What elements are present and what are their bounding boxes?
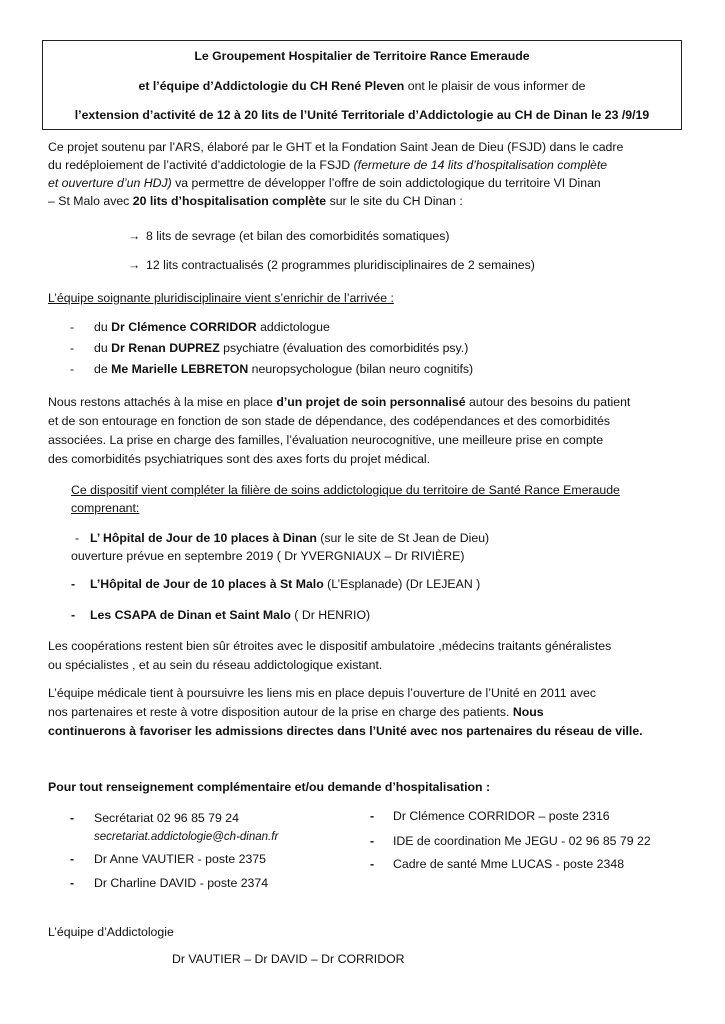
contact-corridor: Dr Clémence CORRIDOR – poste 2316 — [393, 809, 610, 823]
contact-email-link[interactable]: secretariat.addictologie@ch-dinan.fr — [94, 831, 279, 843]
intro-line-4-end: sur le site du CH Dinan : — [326, 194, 463, 208]
team-item-prefix: du — [94, 320, 112, 334]
header-subtitle-bold: et l’équipe d’Addictologie du CH René Pleven — [138, 79, 405, 93]
filiere-item-detail: (L’Esplanade) (Dr LEJEAN ) — [323, 577, 481, 591]
intro-line-2-text: du redéploiement de l’activité d’addictologie de la FSJD — [48, 158, 354, 172]
medical-line-3: continuerons à favoriser les admissions directes dans l’Unité avec nos partenaires du réseau de ville. — [48, 724, 643, 738]
announcement-header-box — [42, 40, 682, 130]
team-item-name: Me Marielle LEBRETON — [111, 362, 249, 376]
list-dash: - — [71, 577, 76, 591]
intro-line-2-italic: (fermeture de 14 lits d’hospitalisation complète — [353, 158, 608, 172]
header-subtitle-rest: ont le plaisir de vous informer de — [404, 79, 586, 93]
team-item-role: addictologue — [256, 320, 330, 334]
contact-david: Dr Charline DAVID - poste 2374 — [94, 876, 269, 890]
list-dash: - — [370, 834, 375, 848]
filiere-item-title: Les CSAPA de Dinan et Saint Malo — [90, 608, 291, 622]
medical-line-2 — [48, 704, 544, 720]
arrow-item-text: 12 lits contractualisés (2 programmes pluridisciplinaires de 2 semaines) — [146, 258, 535, 272]
medical-line-1: L’équipe médicale tient à poursuivre les liens mis en place depuis l’ouverture de l’Unité en 2011 avec — [48, 686, 596, 700]
list-dash: - — [370, 809, 375, 823]
medical-line-2-bold: Nous — [512, 705, 544, 719]
coop-line-1: Les coopérations restent bien sûr étroites avec le dispositif ambulatoire ,médecins traitants généralistes — [48, 639, 612, 653]
team-item-role: psychiatre (évaluation des comorbidités psy.) — [219, 341, 469, 355]
signature-team: L’équipe d’Addictologie — [48, 925, 174, 939]
project-line-2: et de son entourage en fonction de son stade de dépendance, des codépendances et des comorbidités — [48, 414, 610, 428]
filiere-item-hdj-stmalo — [90, 576, 480, 592]
project-line-3: associées. La prise en charge des familles, l’évaluation neurocognitive, une meilleure prise en compte — [48, 433, 604, 447]
contact-heading: Pour tout renseignement complémentaire et/ou demande d’hospitalisation : — [48, 780, 491, 794]
filiere-item-csapa — [90, 607, 370, 623]
contact-secretariat: Secrétariat 02 96 85 79 24 — [94, 811, 239, 825]
header-subtitle — [43, 79, 681, 93]
team-item-role: neuropsychologue (bilan neuro cognitifs) — [248, 362, 474, 376]
list-dash: - — [70, 341, 75, 355]
medical-line-2-text: nos partenaires et reste à votre disposition autour de la prise en charge des patients. — [48, 705, 513, 719]
project-line-1-bold: d’un projet de soin personnalisé — [276, 395, 466, 409]
team-item-corridor — [94, 319, 330, 335]
list-dash: - — [70, 876, 75, 890]
intro-line-4-bold: 20 lits d’hospitalisation complète — [132, 194, 327, 208]
team-item-duprez — [94, 340, 468, 356]
filiere-item-detail: (sur le site de St Jean de Dieu) — [316, 531, 490, 545]
intro-line-3-italic: et ouverture d’un HDJ) — [48, 176, 172, 190]
team-item-prefix: du — [94, 341, 112, 355]
arrow-item-contractualises — [128, 257, 535, 273]
intro-line-4-text: – St Malo avec — [48, 194, 133, 208]
intro-line-4 — [48, 193, 463, 209]
team-heading: L’équipe soignante pluridisciplinaire vient s’enrichir de l’arrivée : — [48, 291, 394, 305]
project-line-1 — [48, 394, 630, 410]
list-dash: - — [75, 531, 80, 545]
filiere-item-hdj-dinan-opening: ouverture prévue en septembre 2019 ( Dr YVERGNIAUX – Dr RIVIÈRE) — [71, 549, 465, 563]
filiere-item-title: L’ Hôpital de Jour de 10 places à Dinan — [90, 531, 317, 545]
team-item-lebreton — [94, 361, 473, 377]
contact-vautier: Dr Anne VAUTIER - poste 2375 — [94, 852, 267, 866]
team-item-name: Dr Renan DUPREZ — [111, 341, 220, 355]
arrow-item-sevrage — [128, 228, 449, 244]
list-dash: - — [70, 320, 75, 334]
header-title: Le Groupement Hospitalier de Territoire Rance Emeraude — [194, 49, 530, 63]
intro-line-1: Ce projet soutenu par l’ARS, élaboré par le GHT et la Fondation Saint Jean de Dieu (FSJD) dans le cadre — [48, 140, 624, 154]
project-line-1-text: Nous restons attachés à la mise en place — [48, 395, 277, 409]
project-line-4: des comorbidités psychiatriques sont des axes forts du projet médical. — [48, 452, 431, 466]
list-dash: - — [370, 857, 375, 871]
header-announcement: l’extension d’activité de 12 à 20 lits de l’Unité Territoriale d’Addictologie au CH de Dinan le 23 /9/19 — [74, 108, 650, 122]
filiere-item-hdj-dinan — [90, 530, 489, 546]
intro-line-3-text: va permettre de développer l’offre de soin addictologique du territoire VI Dinan — [171, 176, 601, 190]
team-item-prefix: de — [94, 362, 112, 376]
arrow-right-icon: → — [128, 229, 141, 243]
filiere-item-detail: ( Dr HENRIO) — [290, 608, 371, 622]
list-dash: - — [71, 608, 76, 622]
list-dash: - — [70, 852, 75, 866]
filiere-line-2: comprenant: — [71, 501, 140, 515]
arrow-right-icon: → — [128, 258, 141, 272]
project-line-1-end: autour des besoins du patient — [465, 395, 631, 409]
list-dash: - — [70, 811, 75, 825]
contact-jegu: IDE de coordination Me JEGU - 02 96 85 79 22 — [393, 834, 651, 848]
list-dash: - — [70, 362, 75, 376]
intro-line-3 — [48, 175, 601, 191]
signature-names: Dr VAUTIER – Dr DAVID – Dr CORRIDOR — [172, 952, 405, 966]
filiere-line-1: Ce dispositif vient compléter la filière de soins addictologique du territoire de Santé Rance Emeraude — [71, 483, 620, 497]
filiere-item-title: L’Hôpital de Jour de 10 places à St Malo — [90, 577, 324, 591]
team-item-name: Dr Clémence CORRIDOR — [111, 320, 257, 334]
contact-lucas: Cadre de santé Mme LUCAS - poste 2348 — [393, 857, 625, 871]
arrow-item-text: 8 lits de sevrage (et bilan des comorbidités somatiques) — [146, 229, 450, 243]
coop-line-2: ou spécialistes , et au sein du réseau addictologique existant. — [48, 658, 383, 672]
intro-line-2 — [48, 157, 607, 173]
